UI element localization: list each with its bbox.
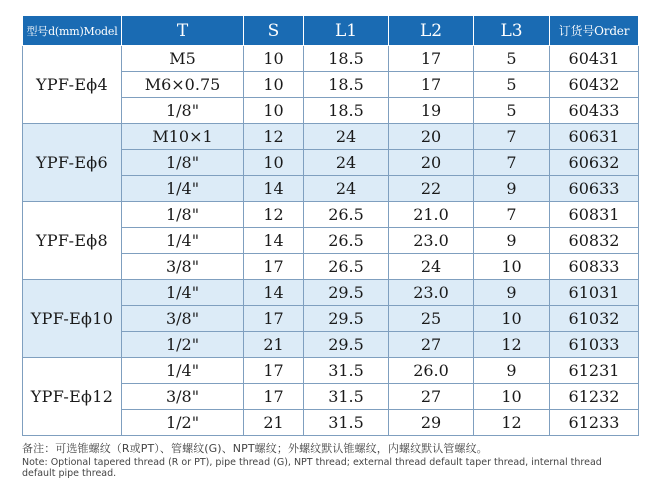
cell-order: 61033 [550, 332, 639, 358]
cell-l1: 31.5 [304, 358, 389, 384]
cell-l1: 31.5 [304, 384, 389, 410]
cell-l3: 5 [474, 98, 550, 124]
cell-l1: 31.5 [304, 410, 389, 436]
cell-l2: 23.0 [389, 280, 474, 306]
cell-t: 1/8" [122, 98, 244, 124]
cell-l3: 5 [474, 72, 550, 98]
cell-l3: 10 [474, 384, 550, 410]
header-s: S [244, 16, 304, 46]
model-cell: YPF-Eϕ4 [23, 46, 122, 124]
cell-l3: 9 [474, 228, 550, 254]
header-l1: L1 [304, 16, 389, 46]
cell-order: 60833 [550, 254, 639, 280]
table-row [23, 358, 639, 384]
header-l3: L3 [474, 16, 550, 46]
cell-l2: 21.0 [389, 202, 474, 228]
cell-order: 61233 [550, 410, 639, 436]
cell-s: 10 [244, 150, 304, 176]
spec-table [22, 15, 639, 436]
cell-l3: 7 [474, 150, 550, 176]
cell-s: 10 [244, 72, 304, 98]
cell-l1: 26.5 [304, 202, 389, 228]
cell-s: 12 [244, 124, 304, 150]
cell-order: 61032 [550, 306, 639, 332]
note-chinese: 备注：可选锥螺纹（R或PT）、管螺纹(G)、NPT螺纹；外螺纹默认锥螺纹，内螺纹默认管螺纹。 [22, 442, 488, 455]
cell-order: 60432 [550, 72, 639, 98]
cell-l3: 12 [474, 410, 550, 436]
cell-l1: 24 [304, 176, 389, 202]
cell-s: 12 [244, 202, 304, 228]
cell-l1: 26.5 [304, 254, 389, 280]
cell-t: 1/4" [122, 358, 244, 384]
cell-l1: 18.5 [304, 98, 389, 124]
cell-l2: 22 [389, 176, 474, 202]
cell-l1: 29.5 [304, 280, 389, 306]
model-cell: YPF-Eϕ6 [23, 124, 122, 202]
cell-l2: 23.0 [389, 228, 474, 254]
cell-t: 1/4" [122, 228, 244, 254]
cell-order: 60433 [550, 98, 639, 124]
cell-s: 10 [244, 46, 304, 72]
cell-l1: 26.5 [304, 228, 389, 254]
cell-order: 60631 [550, 124, 639, 150]
cell-s: 21 [244, 332, 304, 358]
cell-l1: 18.5 [304, 72, 389, 98]
cell-l2: 19 [389, 98, 474, 124]
cell-l3: 9 [474, 358, 550, 384]
cell-l2: 26.0 [389, 358, 474, 384]
table-row [23, 202, 639, 228]
cell-t: 1/2" [122, 410, 244, 436]
cell-t: M6×0.75 [122, 72, 244, 98]
cell-t: 1/8" [122, 202, 244, 228]
table-row [23, 124, 639, 150]
table-body [23, 46, 639, 436]
cell-l3: 9 [474, 176, 550, 202]
cell-l2: 27 [389, 332, 474, 358]
cell-l2: 17 [389, 46, 474, 72]
cell-order: 61031 [550, 280, 639, 306]
table-row [23, 46, 639, 72]
cell-l1: 18.5 [304, 46, 389, 72]
cell-t: 1/4" [122, 280, 244, 306]
cell-t: M5 [122, 46, 244, 72]
cell-s: 14 [244, 280, 304, 306]
table-row [23, 280, 639, 306]
cell-l2: 27 [389, 384, 474, 410]
cell-l2: 17 [389, 72, 474, 98]
cell-l3: 9 [474, 280, 550, 306]
header-model: 型号d(mm)Model [23, 16, 122, 46]
cell-l3: 10 [474, 254, 550, 280]
cell-t: 3/8" [122, 384, 244, 410]
cell-order: 61231 [550, 358, 639, 384]
cell-s: 21 [244, 410, 304, 436]
cell-l2: 25 [389, 306, 474, 332]
cell-s: 17 [244, 254, 304, 280]
cell-t: 1/4" [122, 176, 244, 202]
header-l2: L2 [389, 16, 474, 46]
cell-s: 14 [244, 176, 304, 202]
cell-l1: 29.5 [304, 332, 389, 358]
cell-l1: 24 [304, 150, 389, 176]
cell-l1: 29.5 [304, 306, 389, 332]
model-cell: YPF-Eϕ12 [23, 358, 122, 436]
cell-order: 60831 [550, 202, 639, 228]
cell-order: 60832 [550, 228, 639, 254]
cell-t: 1/2" [122, 332, 244, 358]
cell-l2: 20 [389, 124, 474, 150]
cell-l2: 29 [389, 410, 474, 436]
cell-l3: 12 [474, 332, 550, 358]
cell-order: 61232 [550, 384, 639, 410]
spec-sheet [22, 15, 638, 479]
cell-l3: 7 [474, 124, 550, 150]
cell-l2: 20 [389, 150, 474, 176]
header-order: 订货号Order [550, 16, 639, 46]
cell-s: 10 [244, 98, 304, 124]
cell-l3: 7 [474, 202, 550, 228]
cell-t: 1/8" [122, 150, 244, 176]
cell-s: 17 [244, 384, 304, 410]
cell-t: M10×1 [122, 124, 244, 150]
cell-order: 60632 [550, 150, 639, 176]
cell-order: 60431 [550, 46, 639, 72]
note-english: Note: Optional tapered thread (R or PT), pipe thread (G), NPT thread; external thread default taper thread, internal thread default pipe thread. [22, 457, 602, 479]
cell-l1: 24 [304, 124, 389, 150]
notes [22, 442, 638, 479]
model-cell: YPF-Eϕ10 [23, 280, 122, 358]
cell-l2: 24 [389, 254, 474, 280]
cell-t: 3/8" [122, 254, 244, 280]
header-thread: T [122, 16, 244, 46]
cell-s: 14 [244, 228, 304, 254]
cell-l3: 10 [474, 306, 550, 332]
cell-s: 17 [244, 358, 304, 384]
cell-t: 3/8" [122, 306, 244, 332]
cell-order: 60633 [550, 176, 639, 202]
model-cell: YPF-Eϕ8 [23, 202, 122, 280]
table-header-row [23, 16, 639, 46]
cell-l3: 5 [474, 46, 550, 72]
cell-s: 17 [244, 306, 304, 332]
